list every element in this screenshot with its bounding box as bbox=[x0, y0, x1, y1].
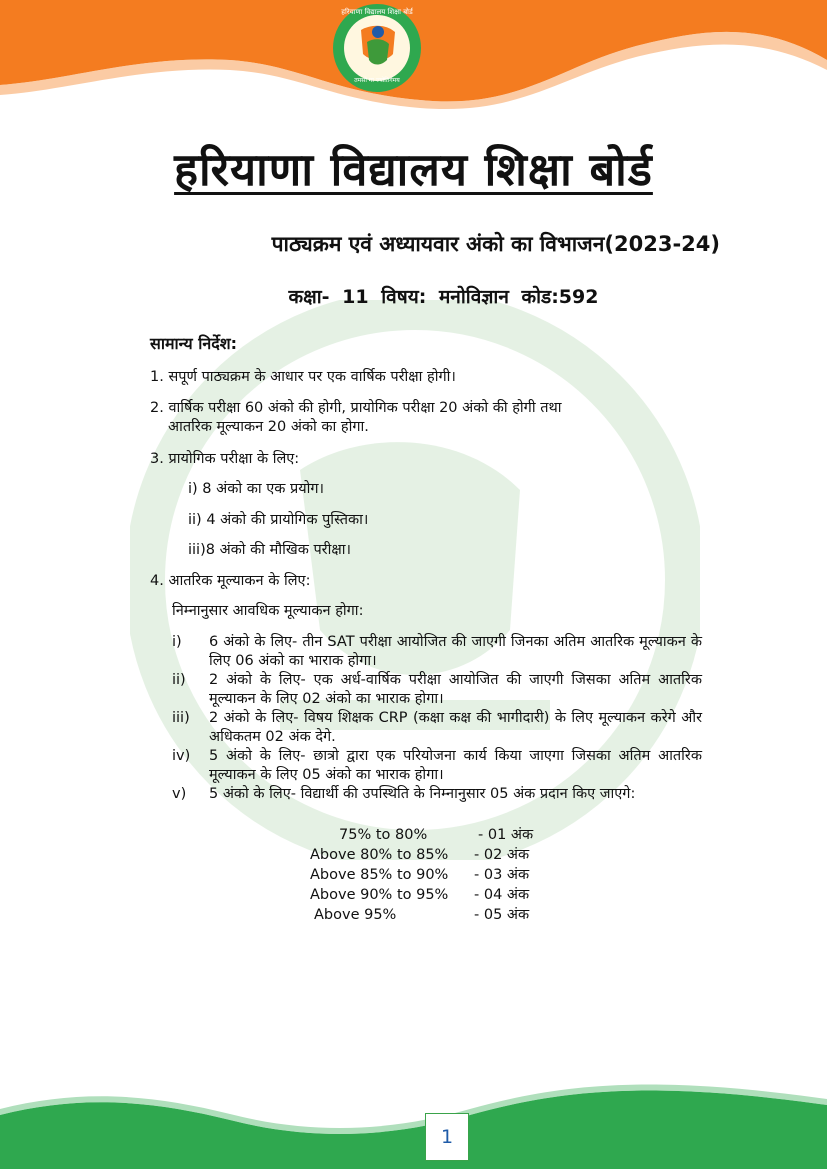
internal-assessment-list bbox=[172, 633, 702, 804]
class-subject-code: कक्षा- 11 विषय: मनोविज्ञान कोड:592 bbox=[288, 286, 599, 308]
attendance-range: Above 90% to 95% bbox=[310, 887, 449, 903]
syllabus-subtitle: पाठ्यक्रम एवं अध्यायवार अंको का विभाजन(2023-24) bbox=[271, 232, 720, 256]
list-item-text: 2 अंको के लिए- एक अर्ध-वार्षिक परीक्षा आयोजित की जाएगी जिसका अतिम आतरिक मूल्याकन के लिए 02 अंको का भाराक होगा। bbox=[209, 672, 702, 707]
attendance-marks: - 04 अंक bbox=[474, 887, 530, 903]
list-item-number: ii) bbox=[172, 672, 186, 688]
list-item-text: 2 अंको के लिए- विषय शिक्षक CRP (कक्षा कक्ष की भागीदारी) के लिए मूल्याकन करेगे और अधिकतम 02 अंक देगे. bbox=[209, 710, 702, 745]
list-item-text: 6 अंको के लिए- तीन SAT परीक्षा आयोजित की जाएगी जिनका अतिम आतरिक मूल्याकन के लिए 06 अंको का भाराक होगा। bbox=[209, 634, 702, 669]
list-item-number: v) bbox=[172, 786, 187, 802]
list-item bbox=[172, 747, 702, 785]
attendance-marks: - 05 अंक bbox=[474, 907, 530, 923]
attendance-marks: - 01 अंक bbox=[478, 827, 534, 843]
list-item bbox=[172, 633, 702, 671]
practical-sub-3: iii)8 अंको की मौखिक परीक्षा। bbox=[188, 542, 352, 558]
attendance-range: 75% to 80% bbox=[339, 827, 428, 843]
bottom-green-wave bbox=[0, 1075, 827, 1169]
list-item-text: 5 अंको के लिए- छात्रो द्वारा एक परियोजना कार्य किया जाएगा जिसका अतिम आतरिक मूल्याकन के लिए 05 अंको का भाराक होगा। bbox=[209, 748, 702, 783]
instruction-4: 4. आतरिक मूल्याकन के लिए: bbox=[150, 573, 311, 589]
page-number: 1 bbox=[425, 1113, 469, 1161]
list-item-text: 5 अंको के लिए- विद्यार्थी की उपस्थिति के निम्नानुसार 05 अंक प्रदान किए जाएगे: bbox=[209, 786, 636, 802]
page-title: हरियाणा विद्यालय शिक्षा बोर्ड bbox=[174, 143, 653, 196]
attendance-range: Above 80% to 85% bbox=[310, 847, 449, 863]
list-item bbox=[172, 785, 702, 804]
logo-bottom-text: तमसो मा ज्योतिर्गमय bbox=[354, 77, 400, 84]
instruction-2-line-2: आतरिक मूल्याकन 20 अंको का होगा. bbox=[168, 419, 369, 435]
instruction-2-line-1: 2. वार्षिक परीक्षा 60 अंको की होगी, प्रायोगिक परीक्षा 20 अंको की होगी तथा bbox=[150, 400, 562, 416]
attendance-marks: - 03 अंक bbox=[474, 867, 530, 883]
attendance-marks: - 02 अंक bbox=[474, 847, 530, 863]
general-instructions-heading: सामान्य निर्देश: bbox=[150, 334, 238, 353]
instruction-2 bbox=[150, 399, 710, 437]
attendance-range: Above 95% bbox=[314, 907, 397, 923]
attendance-table bbox=[0, 826, 827, 926]
list-item bbox=[172, 709, 702, 747]
instruction-3: 3. प्रायोगिक परीक्षा के लिए: bbox=[150, 451, 300, 467]
logo-top-text: हरियाणा विद्यालय शिक्षा बोर्ड bbox=[341, 8, 413, 16]
practical-sub-2: ii) 4 अंको की प्रायोगिक पुस्तिका। bbox=[188, 512, 369, 528]
instruction-4-intro: निम्नानुसार आवधिक मूल्याकन होगा: bbox=[172, 603, 364, 619]
list-item-number: iv) bbox=[172, 748, 191, 764]
list-item bbox=[172, 671, 702, 709]
attendance-range: Above 85% to 90% bbox=[310, 867, 449, 883]
instruction-1: 1. सपूर्ण पाठ्यक्रम के आधार पर एक वार्षिक परीक्षा होगी। bbox=[150, 369, 456, 385]
practical-sub-1: i) 8 अंको का एक प्रयोग। bbox=[188, 481, 325, 497]
list-item-number: i) bbox=[172, 634, 182, 650]
list-item-number: iii) bbox=[172, 710, 190, 726]
